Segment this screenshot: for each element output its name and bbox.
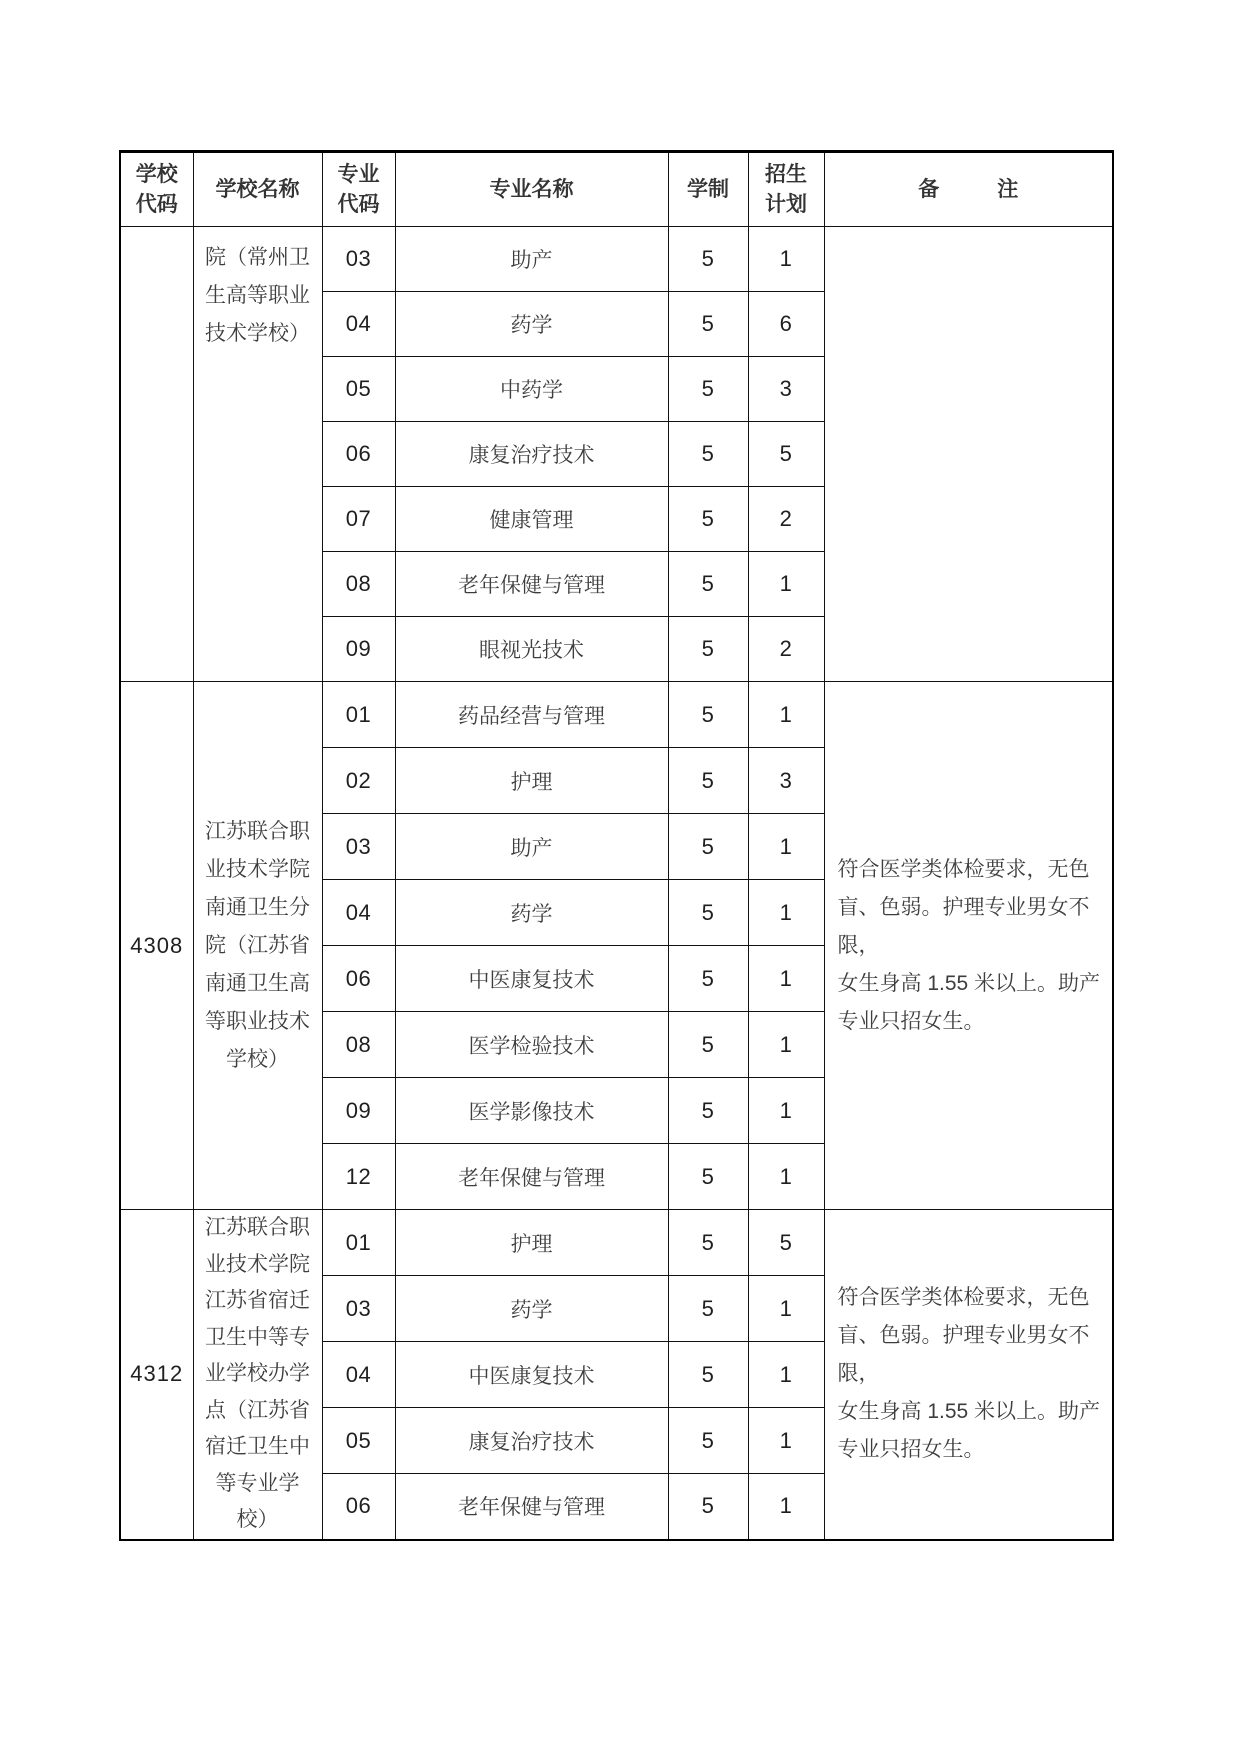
major-name-cell: 护理 xyxy=(395,1210,668,1276)
remark-line: 盲、色弱。护理专业男女不限， xyxy=(837,895,1090,957)
plan-cell: 1 xyxy=(748,1078,824,1144)
school-name-line: 点（江苏省 xyxy=(205,1398,310,1422)
school-name-line: 宿迁卫生中 xyxy=(205,1435,310,1458)
plan-cell: 5 xyxy=(748,1210,824,1276)
major-code-cell: 04 xyxy=(322,880,395,946)
header-line: 代码 xyxy=(135,192,178,216)
remark-line: 专业只招女生。 xyxy=(837,1438,985,1462)
duration-cell: 5 xyxy=(668,880,748,946)
major-code-cell: 04 xyxy=(322,1342,395,1408)
school-name-line: 业技术学院 xyxy=(205,857,310,881)
school-name-line: 南通卫生分 xyxy=(205,895,310,919)
plan-cell: 1 xyxy=(748,227,824,292)
major-name-cell: 助产 xyxy=(395,227,668,292)
duration-cell: 5 xyxy=(668,487,748,552)
header-line: 代码 xyxy=(337,192,380,216)
remark-cell xyxy=(824,227,1113,682)
major-name-cell: 药学 xyxy=(395,292,668,357)
major-code-cell: 03 xyxy=(322,227,395,292)
remark-line: 盲、色弱。护理专业男女不限， xyxy=(837,1324,1090,1386)
school-name-cell xyxy=(193,1210,322,1540)
major-name-cell: 药学 xyxy=(395,1276,668,1342)
major-name-cell: 眼视光技术 xyxy=(395,617,668,682)
school-name-line: 院（江苏省 xyxy=(205,933,310,957)
plan-cell: 3 xyxy=(748,748,824,814)
major-code-cell: 06 xyxy=(322,422,395,487)
plan-cell: 1 xyxy=(748,1144,824,1210)
col-header-school-code xyxy=(120,152,193,227)
table-row xyxy=(120,227,1113,292)
major-code-cell: 08 xyxy=(322,552,395,617)
remark-line: 符合医学类体检要求，无色 xyxy=(837,857,1090,881)
plan-cell: 1 xyxy=(748,1012,824,1078)
plan-cell: 1 xyxy=(748,1408,824,1474)
plan-cell: 5 xyxy=(748,422,824,487)
school-name-line: 生高等职业 xyxy=(205,284,310,307)
school-name-line: 江苏联合职 xyxy=(205,819,310,843)
col-header-remark xyxy=(824,152,1113,227)
school-name-line: 江苏省宿迁 xyxy=(205,1289,310,1312)
remark-line: 专业只招女生。 xyxy=(837,1009,985,1033)
duration-cell: 5 xyxy=(668,946,748,1012)
major-name-cell: 药品经营与管理 xyxy=(395,682,668,748)
school-name-line: 等职业技术 xyxy=(205,1009,310,1033)
major-name-cell: 中医康复技术 xyxy=(395,1342,668,1408)
duration-cell: 5 xyxy=(668,1078,748,1144)
col-header-major-code xyxy=(322,152,395,227)
col-header-major-name: 专业名称 xyxy=(395,152,668,227)
table-row xyxy=(120,682,1113,748)
plan-cell: 1 xyxy=(748,552,824,617)
major-name-cell: 中药学 xyxy=(395,357,668,422)
remark-cell xyxy=(824,682,1113,1210)
plan-cell: 6 xyxy=(748,292,824,357)
duration-cell: 5 xyxy=(668,682,748,748)
col-header-plan xyxy=(748,152,824,227)
school-name-line: 业学校办学 xyxy=(205,1362,310,1385)
table-row xyxy=(120,1210,1113,1276)
major-code-cell: 09 xyxy=(322,617,395,682)
school-name-cell xyxy=(193,227,322,682)
major-name-cell: 药学 xyxy=(395,880,668,946)
duration-cell: 5 xyxy=(668,1210,748,1276)
school-code-cell xyxy=(120,227,193,682)
plan-cell: 3 xyxy=(748,357,824,422)
remark-line: 符合医学类体检要求，无色 xyxy=(837,1286,1090,1310)
school-code-cell: 4312 xyxy=(120,1210,193,1540)
duration-cell: 5 xyxy=(668,1276,748,1342)
major-code-cell: 09 xyxy=(322,1078,395,1144)
major-code-cell: 06 xyxy=(322,946,395,1012)
major-code-cell: 01 xyxy=(322,682,395,748)
school-name-line: 学校） xyxy=(226,1047,289,1071)
major-code-cell: 04 xyxy=(322,292,395,357)
col-header-duration: 学制 xyxy=(668,152,748,227)
plan-cell: 2 xyxy=(748,617,824,682)
duration-cell: 5 xyxy=(668,814,748,880)
school-name-line: 等专业学 xyxy=(215,1471,300,1495)
major-name-cell: 医学影像技术 xyxy=(395,1078,668,1144)
major-code-cell: 08 xyxy=(322,1012,395,1078)
school-name-line: 南通卫生高 xyxy=(205,971,310,995)
remark-cell xyxy=(824,1210,1113,1540)
school-name-line: 院（常州卫 xyxy=(205,246,310,269)
duration-cell: 5 xyxy=(668,1342,748,1408)
major-code-cell: 05 xyxy=(322,357,395,422)
plan-cell: 2 xyxy=(748,487,824,552)
plan-cell: 1 xyxy=(748,946,824,1012)
school-name-line: 校） xyxy=(236,1508,279,1531)
duration-cell: 5 xyxy=(668,1144,748,1210)
col-header-school-name: 学校名称 xyxy=(193,152,322,227)
remark-line: 女生身高 1.55 米以上。助产 xyxy=(837,1400,1101,1424)
duration-cell: 5 xyxy=(668,552,748,617)
remark-line: 女生身高 1.55 米以上。助产 xyxy=(837,971,1101,995)
major-name-cell: 老年保健与管理 xyxy=(395,552,668,617)
header-row xyxy=(120,152,1113,227)
major-name-cell: 老年保健与管理 xyxy=(395,1474,668,1540)
school-name-line: 江苏联合职 xyxy=(205,1216,310,1239)
major-name-cell: 助产 xyxy=(395,814,668,880)
major-code-cell: 12 xyxy=(322,1144,395,1210)
major-name-cell: 中医康复技术 xyxy=(395,946,668,1012)
major-code-cell: 06 xyxy=(322,1474,395,1540)
admissions-table xyxy=(119,150,1114,1541)
duration-cell: 5 xyxy=(668,1012,748,1078)
duration-cell: 5 xyxy=(668,617,748,682)
duration-cell: 5 xyxy=(668,292,748,357)
duration-cell: 5 xyxy=(668,1474,748,1540)
duration-cell: 5 xyxy=(668,422,748,487)
plan-cell: 1 xyxy=(748,880,824,946)
header-line: 招生 xyxy=(765,162,807,186)
major-code-cell: 03 xyxy=(322,814,395,880)
plan-cell: 1 xyxy=(748,814,824,880)
plan-cell: 1 xyxy=(748,1276,824,1342)
major-code-cell: 07 xyxy=(322,487,395,552)
plan-cell: 1 xyxy=(748,682,824,748)
duration-cell: 5 xyxy=(668,748,748,814)
major-code-cell: 03 xyxy=(322,1276,395,1342)
school-code-cell: 4308 xyxy=(120,682,193,1210)
duration-cell: 5 xyxy=(668,227,748,292)
major-name-cell: 康复治疗技术 xyxy=(395,1408,668,1474)
major-code-cell: 02 xyxy=(322,748,395,814)
plan-cell: 1 xyxy=(748,1474,824,1540)
major-name-cell: 康复治疗技术 xyxy=(395,422,668,487)
major-code-cell: 01 xyxy=(322,1210,395,1276)
school-name-cell xyxy=(193,682,322,1210)
major-name-cell: 护理 xyxy=(395,748,668,814)
duration-cell: 5 xyxy=(668,357,748,422)
school-name-line: 业技术学院 xyxy=(205,1252,310,1276)
plan-cell: 1 xyxy=(748,1342,824,1408)
admissions-table-container xyxy=(119,150,1114,1541)
school-name-line: 卫生中等专 xyxy=(205,1325,310,1349)
header-line: 学校 xyxy=(135,162,178,186)
major-name-cell: 健康管理 xyxy=(395,487,668,552)
duration-cell: 5 xyxy=(668,1408,748,1474)
header-remark-right: 注 xyxy=(997,177,1019,201)
header-line: 专业 xyxy=(337,162,380,186)
header-line: 计划 xyxy=(765,192,807,216)
major-code-cell: 05 xyxy=(322,1408,395,1474)
school-name-line: 技术学校） xyxy=(205,322,310,345)
header-remark-left: 备 xyxy=(918,177,940,201)
major-name-cell: 医学检验技术 xyxy=(395,1012,668,1078)
major-name-cell: 老年保健与管理 xyxy=(395,1144,668,1210)
